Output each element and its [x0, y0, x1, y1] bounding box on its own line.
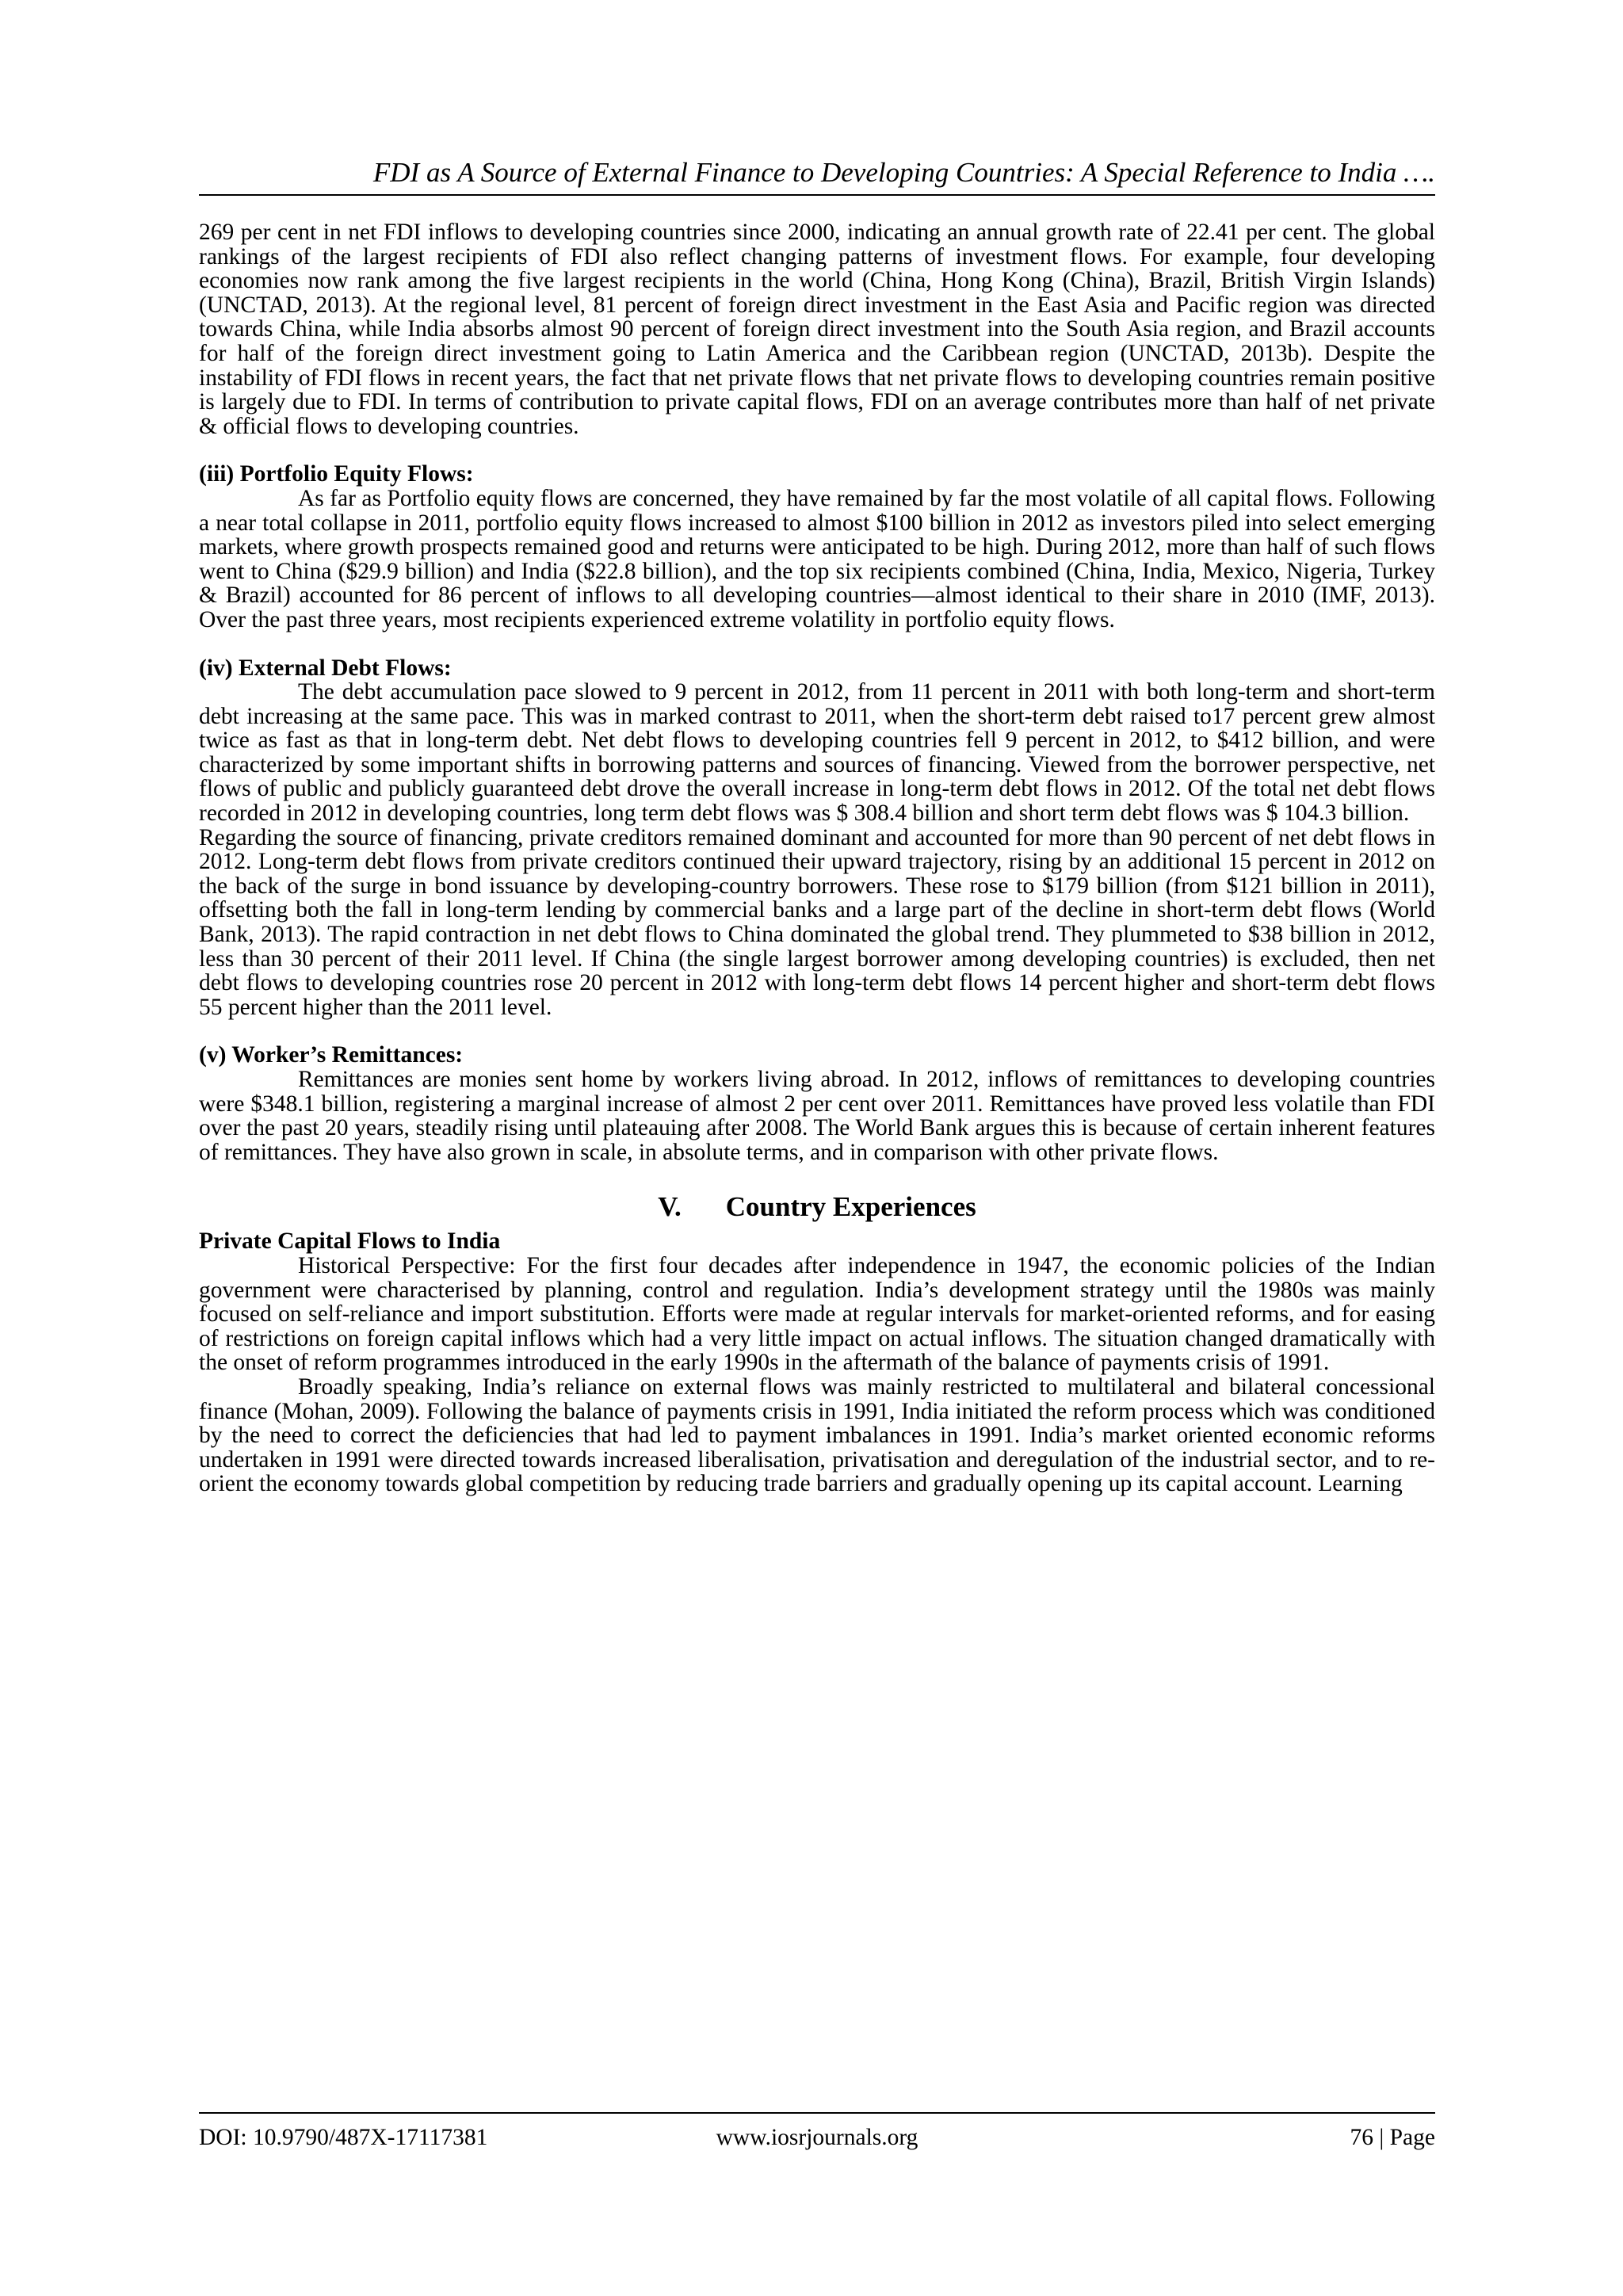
footer-doi: DOI: 10.9790/487X-17117381: [199, 2125, 488, 2150]
footer-divider: [199, 2112, 1435, 2114]
section-number: V.: [658, 1191, 682, 1223]
paragraph-external-debt-1: The debt accumulation pace slowed to 9 percent in 2012, from 11 percent in 2011 with both long-term and short-term debt increasing at the same pace. This was in marked contrast to 2011, when the short-term debt raised to17 percent grew almost twice as fast as that in long-term debt. Net debt flows to developing countries fell 9 percent in 2012, to $412 billion, and were characterized by some important shifts in borrowing patterns and sources of financing. Viewed from the borrower perspective, net flows of public and publicly guaranteed debt drove the overall increase in long-term debt flows in 2012. Of the total net debt flows recorded in 2012 in developing countries, long term debt flows was $ 308.4 billion and short term debt flows was $ 104.3 billion.: [199, 679, 1435, 827]
running-header: FDI as A Source of External Finance to Developing Countries: A Special Reference to India ….: [372, 157, 1435, 188]
section-title: Country Experiences: [725, 1191, 976, 1223]
paragraph-remittances: Remittances are monies sent home by workers living abroad. In 2012, inflows of remittances to developing countries were $348.1 billion, registering a marginal increase of almost 2 per cent over 2011. Remittances have proved less volatile than FDI over the past 20 years, steadily rising until plateauing after 2008. The World Bank argues this is because of certain inherent features of remittances. They have also grown in scale, in absolute terms, and in comparison with other private flows.: [199, 1067, 1435, 1165]
footer-website: www.iosrjournals.org: [716, 2125, 918, 2150]
header-divider: [199, 194, 1435, 196]
subheading-remittances: (v) Worker’s Remittances:: [199, 1042, 464, 1068]
document-page: [199, 0, 1435, 2296]
paragraph-historical-perspective: Historical Perspective: For the first four decades after independence in 1947, the economic policies of the Indian government were characterised by planning, control and regulation. India’s development strategy until the 1980s was mainly focused on self-reliance and import substitution. Efforts were made at regular intervals for market-oriented reforms, and for easing of restrictions on foreign capital inflows which had a very little impact on actual inflows. The situation changed dramatically with the onset of reform programmes introduced in the early 1990s in the aftermath of the balance of payments crisis of 1991.: [199, 1252, 1435, 1376]
footer-page-number: 76 | Page: [1350, 2125, 1435, 2150]
subheading-private-capital-india: Private Capital Flows to India: [199, 1228, 501, 1255]
paragraph-india-reforms: Broadly speaking, India’s reliance on external flows was mainly restricted to multilateral and bilateral concessional finance (Mohan, 2009). Following the balance of payments crisis in 1991, India initiated the reform process which was conditioned by the need to correct the deficiencies that had led to payment imbalances in 1991. India’s market oriented economic reforms undertaken in 1991 were directed towards increased liberalisation, privatisation and deregulation of the industrial sector, and to re-orient the economy towards global competition by reducing trade barriers and gradually opening up its capital account. Learning: [199, 1373, 1435, 1497]
paragraph-fdi-growth: 269 per cent in net FDI inflows to developing countries since 2000, indicating an annual growth rate of 22.41 per cent. The global rankings of the largest recipients of FDI also reflect changing patterns of investment flows. For example, four developing economies now rank among the five largest recipients in the world (China, Hong Kong (China), Brazil, British Virgin Islands) (UNCTAD, 2013). At the regional level, 81 percent of foreign direct investment in the East Asia and Pacific region was directed towards China, while India absorbs almost 90 percent of foreign direct investment into the South Asia region, and Brazil accounts for half of the foreign direct investment going to Latin America and the Caribbean region (UNCTAD, 2013b). Despite the instability of FDI flows in recent years, the fact that net private flows that net private flows to developing countries remain positive is largely due to FDI. In terms of contribution to private capital flows, FDI on an average contributes more than half of net private & official flows to developing countries.: [199, 220, 1435, 439]
subheading-external-debt: (iv) External Debt Flows:: [199, 655, 452, 681]
section-heading: [199, 1191, 1435, 1223]
body-text: [199, 220, 1435, 1496]
paragraph-external-debt-2: Regarding the source of financing, private creditors remained dominant and accounted for more than 90 percent of net debt flows in 2012. Long-term debt flows from private creditors continued their upward trajectory, rising by an additional 15 percent in 2012 on the back of the surge in bond issuance by developing-country borrowers. These rose to $179 billion (from $121 billion in 2011), offsetting both the fall in long-term lending by commercial banks and a large part of the decline in short-term debt flows (World Bank, 2013). The rapid contraction in net debt flows to China dominated the global trend. They plummeted to $38 billion in 2012, less than 30 percent of their 2011 level. If China (the single largest borrower among developing countries) is excluded, then net debt flows to developing countries rose 20 percent in 2012 with long-term debt flows 14 percent higher and short-term debt flows 55 percent higher than the 2011 level.: [199, 824, 1435, 1020]
paragraph-portfolio-equity: As far as Portfolio equity flows are concerned, they have remained by far the most volatile of all capital flows. Following a near total collapse in 2011, portfolio equity flows increased to almost $100 billion in 2012 as investors piled into select emerging markets, where growth prospects remained good and returns were anticipated to be high. During 2012, more than half of such flows went to China ($29.9 billion) and India ($22.8 billion), and the top six recipients combined (China, India, Mexico, Nigeria, Turkey & Brazil) accounted for 86 percent of inflows to all developing countries—almost identical to their share in 2010 (IMF, 2013). Over the past three years, most recipients experienced extreme volatility in portfolio equity flows.: [199, 485, 1435, 632]
subheading-portfolio-equity: (iii) Portfolio Equity Flows:: [199, 461, 474, 487]
